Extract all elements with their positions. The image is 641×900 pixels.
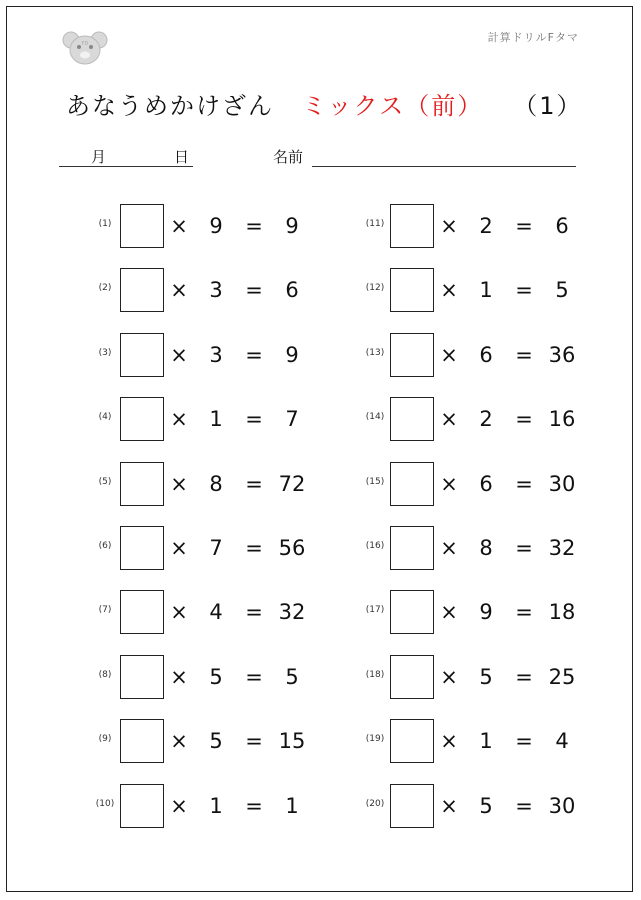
equals-sign: = (245, 407, 263, 431)
problem-number: (4) (98, 412, 112, 422)
multiplier: 3 (209, 343, 223, 367)
times-sign: × (170, 407, 188, 431)
times-sign: × (170, 536, 188, 560)
date-field[interactable] (59, 146, 193, 167)
equals-sign: = (245, 794, 263, 818)
answer-box[interactable] (390, 333, 434, 377)
problem-row (92, 655, 332, 701)
problem-number: (20) (365, 799, 385, 809)
times-sign: × (440, 729, 458, 753)
multiplier: 5 (209, 665, 223, 689)
answer-box[interactable] (120, 590, 164, 634)
answer-box[interactable] (120, 719, 164, 763)
equals-sign: = (515, 407, 533, 431)
problem-row (92, 462, 332, 508)
product: 9 (285, 343, 299, 367)
equals-sign: = (515, 600, 533, 624)
equals-sign: = (245, 278, 263, 302)
answer-box[interactable] (390, 397, 434, 441)
answer-box[interactable] (390, 590, 434, 634)
equals-sign: = (245, 343, 263, 367)
equals-sign: = (515, 278, 533, 302)
problem-row (92, 204, 332, 250)
problem-number: (10) (95, 799, 115, 809)
times-sign: × (440, 536, 458, 560)
times-sign: × (170, 214, 188, 238)
product: 6 (555, 214, 569, 238)
times-sign: × (170, 343, 188, 367)
multiplier: 2 (479, 407, 493, 431)
multiplier: 2 (479, 214, 493, 238)
multiplier: 8 (479, 536, 493, 560)
title-number: （1） (525, 92, 583, 120)
title-sub: ミックス（前） (302, 92, 484, 120)
answer-box[interactable] (120, 397, 164, 441)
problem-number: (12) (365, 283, 385, 293)
answer-box[interactable] (390, 462, 434, 506)
answer-box[interactable] (120, 333, 164, 377)
product: 6 (285, 278, 299, 302)
product: 25 (548, 665, 576, 689)
product: 32 (278, 600, 306, 624)
problem-number: (8) (98, 670, 112, 680)
month-label: 月 (91, 148, 107, 166)
product: 36 (548, 343, 576, 367)
equals-sign: = (245, 665, 263, 689)
problem-row (92, 333, 332, 379)
problem-row (362, 719, 602, 765)
product: 30 (548, 472, 576, 496)
problem-number: (15) (365, 477, 385, 487)
times-sign: × (440, 278, 458, 302)
equals-sign: = (515, 214, 533, 238)
problem-number: (11) (365, 219, 385, 229)
title-main: あなうめかけざん (66, 92, 274, 120)
equals-sign: = (515, 665, 533, 689)
multiplier: 1 (209, 407, 223, 431)
problem-row (362, 655, 602, 701)
problem-number: (2) (98, 283, 112, 293)
multiplier: 5 (479, 665, 493, 689)
problem-row (362, 333, 602, 379)
times-sign: × (440, 214, 458, 238)
product: 32 (548, 536, 576, 560)
multiplier: 4 (209, 600, 223, 624)
multiplier: 3 (209, 278, 223, 302)
equals-sign: = (245, 600, 263, 624)
multiplier: 9 (209, 214, 223, 238)
multiplier: 5 (209, 729, 223, 753)
multiplier: 1 (479, 729, 493, 753)
answer-box[interactable] (120, 268, 164, 312)
times-sign: × (170, 472, 188, 496)
product: 5 (555, 278, 569, 302)
equals-sign: = (245, 729, 263, 753)
multiplier: 1 (479, 278, 493, 302)
times-sign: × (440, 472, 458, 496)
product: 18 (548, 600, 576, 624)
product: 16 (548, 407, 576, 431)
answer-box[interactable] (120, 784, 164, 828)
problem-number: (16) (365, 541, 385, 551)
problem-row (92, 590, 332, 636)
equals-sign: = (515, 536, 533, 560)
problem-row (362, 462, 602, 508)
equals-sign: = (515, 729, 533, 753)
times-sign: × (440, 665, 458, 689)
teddy-bear-icon (60, 30, 110, 66)
problem-number: (17) (365, 605, 385, 615)
times-sign: × (170, 729, 188, 753)
problem-row (92, 784, 332, 830)
problem-row (362, 204, 602, 250)
multiplier: 6 (479, 343, 493, 367)
problem-row (92, 526, 332, 572)
problem-row (362, 784, 602, 830)
product: 30 (548, 794, 576, 818)
problem-row (92, 268, 332, 314)
product: 7 (285, 407, 299, 431)
answer-box[interactable] (120, 204, 164, 248)
answer-box[interactable] (390, 204, 434, 248)
problem-row (362, 268, 602, 314)
equals-sign: = (515, 794, 533, 818)
problem-row (92, 719, 332, 765)
multiplier: 5 (479, 794, 493, 818)
times-sign: × (440, 794, 458, 818)
times-sign: × (170, 600, 188, 624)
problem-number: (1) (98, 219, 112, 229)
equals-sign: = (245, 536, 263, 560)
answer-box[interactable] (390, 526, 434, 570)
equals-sign: = (245, 214, 263, 238)
problem-number: (7) (98, 605, 112, 615)
product: 5 (285, 665, 299, 689)
answer-box[interactable] (120, 526, 164, 570)
product: 9 (285, 214, 299, 238)
answer-box[interactable] (120, 462, 164, 506)
answer-box[interactable] (390, 655, 434, 699)
name-field[interactable] (312, 166, 576, 167)
problem-number: (19) (365, 734, 385, 744)
times-sign: × (170, 794, 188, 818)
product: 1 (285, 794, 299, 818)
times-sign: × (440, 407, 458, 431)
answer-box[interactable] (120, 655, 164, 699)
problem-row (362, 590, 602, 636)
product: 56 (278, 536, 306, 560)
page-title (66, 86, 583, 121)
problem-row (92, 397, 332, 443)
name-label: 名前 (273, 148, 304, 166)
equals-sign: = (515, 343, 533, 367)
product: 72 (278, 472, 306, 496)
answer-box[interactable] (390, 719, 434, 763)
brand-label: 計算ドリルFタマ (487, 31, 579, 44)
answer-box[interactable] (390, 268, 434, 312)
multiplier: 6 (479, 472, 493, 496)
problem-row (362, 526, 602, 572)
times-sign: × (170, 278, 188, 302)
times-sign: × (440, 343, 458, 367)
product: 4 (555, 729, 569, 753)
product: 15 (278, 729, 306, 753)
logo-text: FD (81, 41, 89, 47)
times-sign: × (170, 665, 188, 689)
equals-sign: = (245, 472, 263, 496)
equals-sign: = (515, 472, 533, 496)
day-label: 日 (174, 148, 190, 166)
problem-number: (13) (365, 348, 385, 358)
multiplier: 1 (209, 794, 223, 818)
problem-number: (14) (365, 412, 385, 422)
problem-number: (18) (365, 670, 385, 680)
problem-row (362, 397, 602, 443)
multiplier: 7 (209, 536, 223, 560)
answer-box[interactable] (390, 784, 434, 828)
problem-number: (5) (98, 477, 112, 487)
multiplier: 8 (209, 472, 223, 496)
problem-number: (3) (98, 348, 112, 358)
problem-number: (9) (98, 734, 112, 744)
multiplier: 9 (479, 600, 493, 624)
times-sign: × (440, 600, 458, 624)
problem-number: (6) (98, 541, 112, 551)
